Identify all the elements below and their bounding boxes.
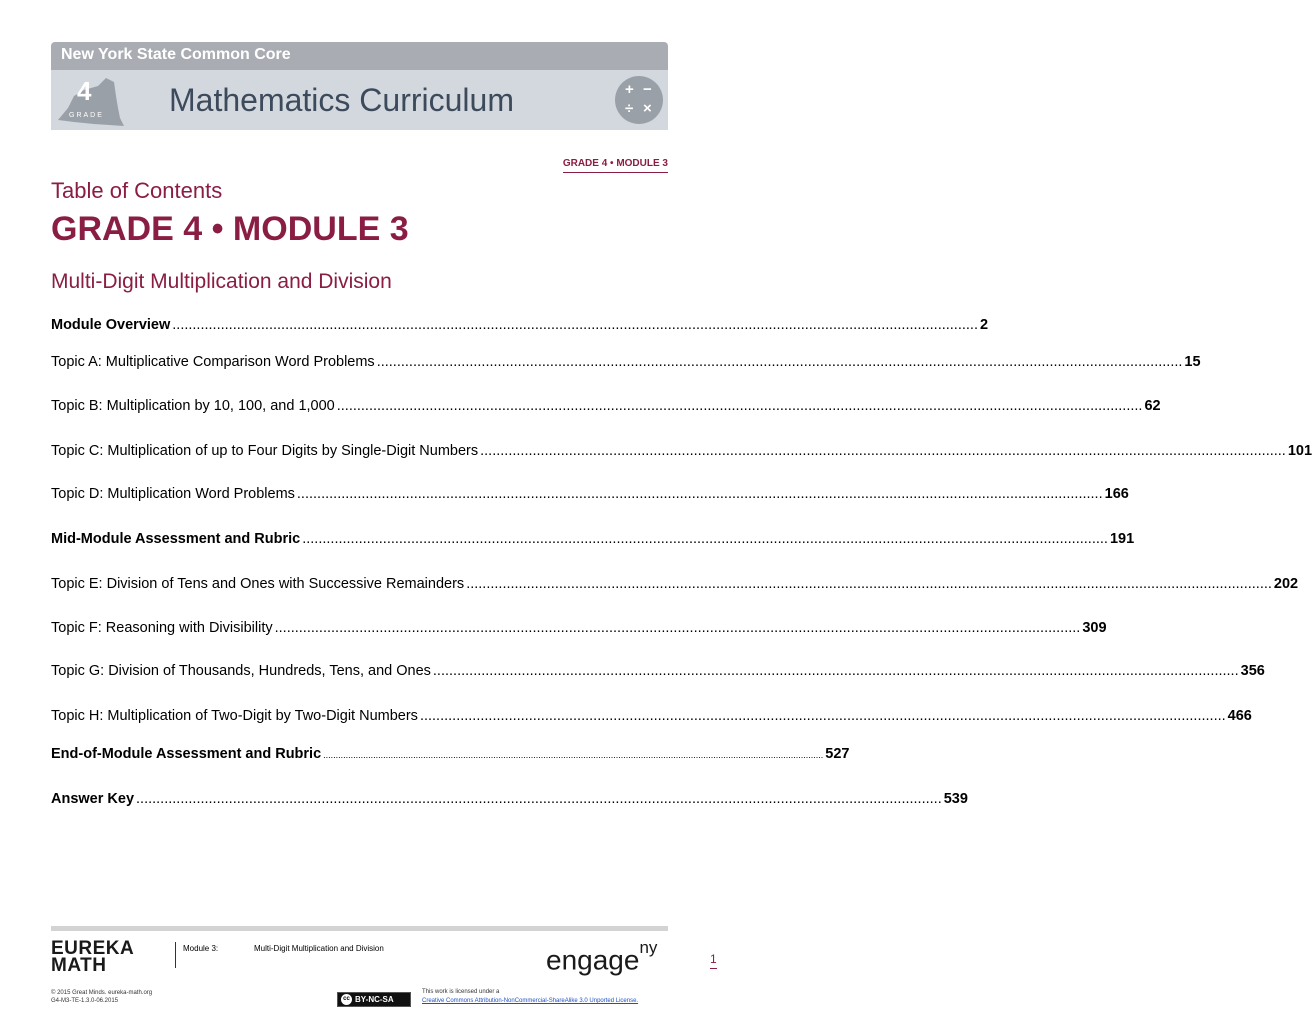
toc-entry-label: Topic B: Multiplication by 10, 100, and 1,000 [51, 398, 335, 414]
header-module-tag: GRADE 4 • MODULE 3 [563, 158, 668, 173]
toc-leader-dots: ........................................................................................................................................................................................................ [302, 531, 1108, 547]
footer-module-title: Multi-Digit Multiplication and Division [254, 944, 384, 953]
license-link[interactable]: Creative Commons Attribution-NonCommercial-ShareAlike 3.0 Unported License. [422, 998, 639, 1004]
grade-word: GRADE [69, 112, 104, 119]
footer-divider-bar [51, 926, 668, 931]
minus-icon: − [643, 81, 652, 98]
toc-entry-label: End-of-Module Assessment and Rubric [51, 746, 322, 762]
toc-leader-dots: ........................................................................................................................................................................................................ [323, 750, 824, 760]
toc-leader-dots: ........................................................................................................................................................................................................ [336, 398, 1143, 414]
toc-entry[interactable] [51, 708, 1252, 728]
engage-text: engage [546, 944, 640, 976]
toc-entry-page: 2 [979, 317, 989, 333]
cc-icon: cc [341, 994, 352, 1005]
engage-sup: ny [639, 938, 658, 957]
module-subtitle: Multi-Digit Multiplication and Division [51, 270, 392, 293]
toc-entry[interactable] [51, 620, 1107, 640]
toc-entry-label: Answer Key [51, 791, 135, 807]
toc-entry-label: Topic H: Multiplication of Two-Digit by Two-Digit Numbers [51, 708, 418, 724]
toc-entry[interactable] [51, 791, 968, 811]
toc-entry-page: 202 [1273, 576, 1299, 592]
toc-entry-page: 62 [1144, 398, 1161, 414]
toc-entry[interactable] [51, 746, 850, 766]
footer-module-label: Module 3: [183, 944, 219, 953]
logo-line-1: EUREKA [51, 938, 135, 959]
toc-entry-label: Topic C: Multiplication of up to Four Digits by Single-Digit Numbers [51, 443, 479, 459]
banner-main [51, 70, 668, 130]
toc-leader-dots: ........................................................................................................................................................................................................ [419, 708, 1226, 724]
toc-entry-page: 166 [1104, 486, 1129, 502]
toc-leader-dots: ........................................................................................................................................................................................................ [376, 354, 1183, 370]
cc-license-badge[interactable] [337, 992, 411, 1007]
toc-entry[interactable] [51, 663, 1265, 683]
toc-leader-dots: ........................................................................................................................................................................................................ [480, 443, 1286, 459]
plus-icon: + [625, 81, 634, 98]
copyright-text: © 2015 Great Minds. eureka-math.org [51, 990, 153, 996]
document-code: G4-M3-TE-1.3.0-06.2015 [51, 998, 119, 1004]
eureka-math-logo [51, 940, 134, 974]
cc-badge-label: BY-NC-SA [355, 995, 394, 1004]
toc-entry-label: Topic A: Multiplicative Comparison Word Problems [51, 354, 375, 370]
toc-entry-label: Topic D: Multiplication Word Problems [51, 486, 295, 502]
toc-leader-dots: ........................................................................................................................................................................................................ [172, 317, 978, 333]
logo-line-2: MATH [51, 955, 107, 976]
toc-leader-dots: ........................................................................................................................................................................................................ [296, 486, 1103, 502]
toc-entry-page: 539 [943, 791, 968, 807]
banner-top-bar [51, 42, 668, 70]
toc-entry-label: Topic F: Reasoning with Divisibility [51, 620, 273, 636]
page-title: GRADE 4 • MODULE 3 [51, 210, 409, 248]
times-icon: × [643, 100, 652, 117]
engageny-logo [546, 938, 658, 976]
toc-entry-page: 527 [825, 746, 850, 762]
toc-entry[interactable] [51, 443, 1312, 463]
toc-leader-dots: ........................................................................................................................................................................................................ [466, 576, 1272, 592]
toc-leader-dots: ........................................................................................................................................................................................................ [136, 791, 942, 807]
toc-title: Table of Contents [51, 178, 223, 203]
toc-entry[interactable] [51, 317, 989, 337]
toc-entry-page: 466 [1227, 708, 1252, 724]
toc-entry-label: Topic G: Division of Thousands, Hundreds, Tens, and Ones [51, 663, 431, 679]
toc-entry-page: 101 [1287, 443, 1312, 459]
math-operations-icon [615, 76, 663, 124]
toc-entry-page: 191 [1109, 531, 1135, 547]
toc-entry[interactable] [51, 531, 1135, 551]
toc-entry-page: 356 [1240, 663, 1265, 679]
banner-top-text: New York State Common Core [61, 46, 291, 63]
toc-entry-label: Topic E: Division of Tens and Ones with Successive Remainders [51, 576, 465, 592]
toc-entry-label: Module Overview [51, 317, 171, 333]
curriculum-title: Mathematics Curriculum [169, 82, 514, 118]
page-number: 1 [710, 952, 717, 969]
toc-entry[interactable] [51, 398, 1161, 418]
toc-entry-page: 15 [1184, 354, 1201, 370]
toc-entry[interactable] [51, 354, 1201, 374]
grade-number: 4 [77, 76, 92, 106]
toc-leader-dots: ........................................................................................................................................................................................................ [274, 620, 1081, 636]
divide-icon: ÷ [625, 100, 634, 117]
toc-entry[interactable] [51, 576, 1299, 596]
toc-entry[interactable] [51, 486, 1129, 506]
toc-leader-dots: ........................................................................................................................................................................................................ [432, 663, 1239, 679]
toc-entry-label: Mid-Module Assessment and Rubric [51, 531, 301, 547]
license-text: This work is licensed under a [422, 989, 500, 995]
footer-vertical-divider [175, 942, 176, 968]
toc-entry-page: 309 [1082, 620, 1107, 636]
